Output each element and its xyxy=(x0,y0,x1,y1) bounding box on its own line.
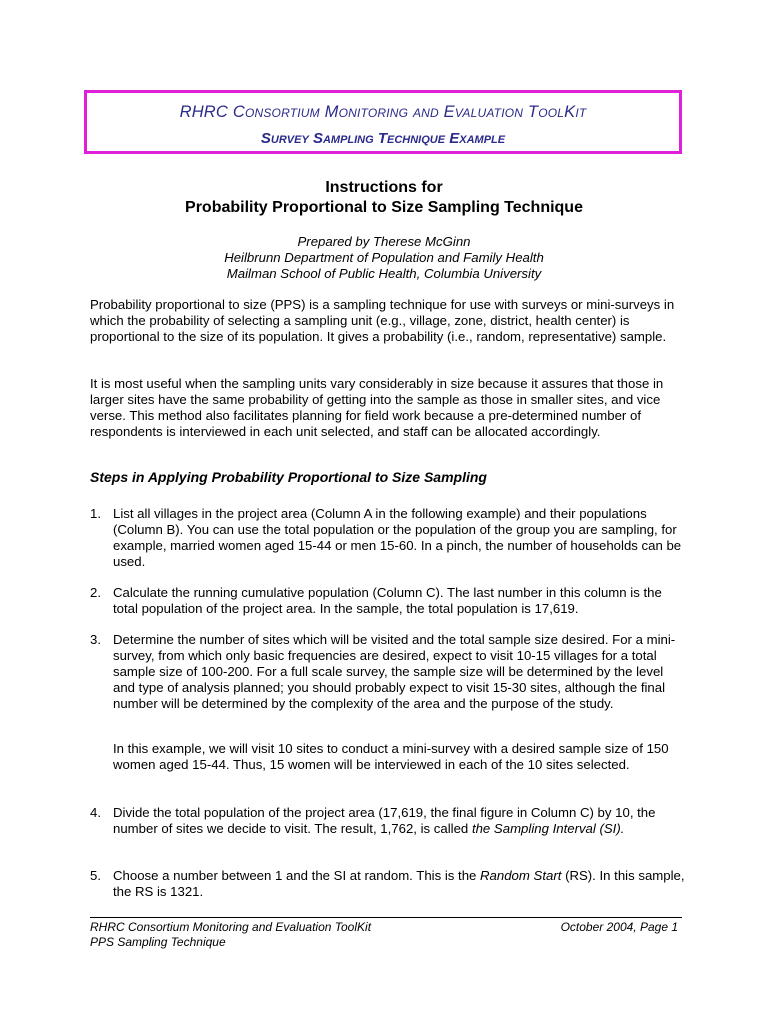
footer-left xyxy=(90,920,371,950)
step-number: 4. xyxy=(90,805,101,820)
step-item xyxy=(90,585,685,617)
byline-school: Mailman School of Public Health, Columbia University xyxy=(226,266,542,281)
intro-paragraph: Probability proportional to size (PPS) is a sampling technique for use with surveys or mini-surveys in which the probability of selecting a sampling unit (e.g., village, zone, district, health center) is proportional to the size of its population. It gives a probability (i.e., random, representative) sample. xyxy=(90,297,675,344)
step-text-emphasis: the Sampling Interval (SI). xyxy=(471,821,625,836)
byline-department: Heilbrunn Department of Population and Family Health xyxy=(224,250,544,265)
step-item xyxy=(90,805,685,837)
header-box xyxy=(84,90,682,154)
step-text-plain: Choose a number between 1 and the SI at random. This is the xyxy=(113,868,481,883)
step-text-plain: (RS). In this sample, the RS is 1321. xyxy=(113,868,685,899)
step-text: Determine the number of sites which will be visited and the total sample size desired. For a mini-survey, from which only basic frequencies are desired, expect to visit 10-15 villages for a total sample size of 100-200. For a full scale survey, the sample size will be determined by the level and type of analysis planned; you should probably expect to visit 15-30 sites, although the final number will be determined by the complexity of the area and the purpose of the study. xyxy=(113,632,676,711)
steps-heading: Steps in Applying Probability Proportional to Size Sampling xyxy=(90,469,487,485)
header-example-title: Survey Sampling Technique Example xyxy=(260,130,506,147)
header-toolkit-title: RHRC Consortium Monitoring and Evaluation ToolKit xyxy=(179,103,587,121)
title-line-2: Probability Proportional to Size Sampling Technique xyxy=(185,199,583,216)
step-number: 3. xyxy=(90,632,101,647)
page-title xyxy=(0,178,768,218)
footer-toolkit-name: RHRC Consortium Monitoring and Evaluation ToolKit xyxy=(90,920,372,934)
usefulness-paragraph: It is most useful when the sampling units vary considerably in size because it assures that those in larger sites have the same probability of getting into the sample as those in smaller sites, and vice verse. This method also facilitates planning for field work because a pre-determined number of respondents is interviewed in each unit selected, and staff can be allocated accordingly. xyxy=(90,376,664,439)
step-number: 5. xyxy=(90,868,101,883)
step-text xyxy=(113,805,685,837)
byline-author: Prepared by Therese McGinn xyxy=(297,234,471,249)
footer-date-page: October 2004, Page 1 xyxy=(560,920,678,934)
title-line-1: Instructions for xyxy=(325,179,443,196)
step-item xyxy=(90,632,685,712)
step-number: 1. xyxy=(90,506,101,521)
step-text-plain: Divide the total population of the project area (17,619, the final figure in Column C) by 10, the number of sites we decide to visit. The result, 1,762, is called xyxy=(113,805,656,836)
step-text: Calculate the running cumulative population (Column C). The last number in this column is the total population of the project area. In the sample, the total population is 17,619. xyxy=(113,585,662,616)
step-text-emphasis: Random Start xyxy=(480,868,562,883)
footer-document-name: PPS Sampling Technique xyxy=(90,935,226,949)
step-text: List all villages in the project area (Column A in the following example) and their populations (Column B). You can use the total population or the population of the group you are sampling, for example, married women aged 15-44 or men 15-60. In a pinch, the number of households can be used. xyxy=(113,506,682,569)
step-item xyxy=(90,506,685,570)
step-item xyxy=(90,868,685,900)
step-number: 2. xyxy=(90,585,101,600)
step-continuation xyxy=(90,741,685,773)
step-text xyxy=(113,868,685,900)
step-text: In this example, we will visit 10 sites to conduct a mini-survey with a desired sample size of 150 women aged 15-44. Thus, 15 women will be interviewed in each of the 10 sites selected. xyxy=(113,741,669,772)
byline xyxy=(0,234,768,282)
footer-divider xyxy=(90,917,682,918)
